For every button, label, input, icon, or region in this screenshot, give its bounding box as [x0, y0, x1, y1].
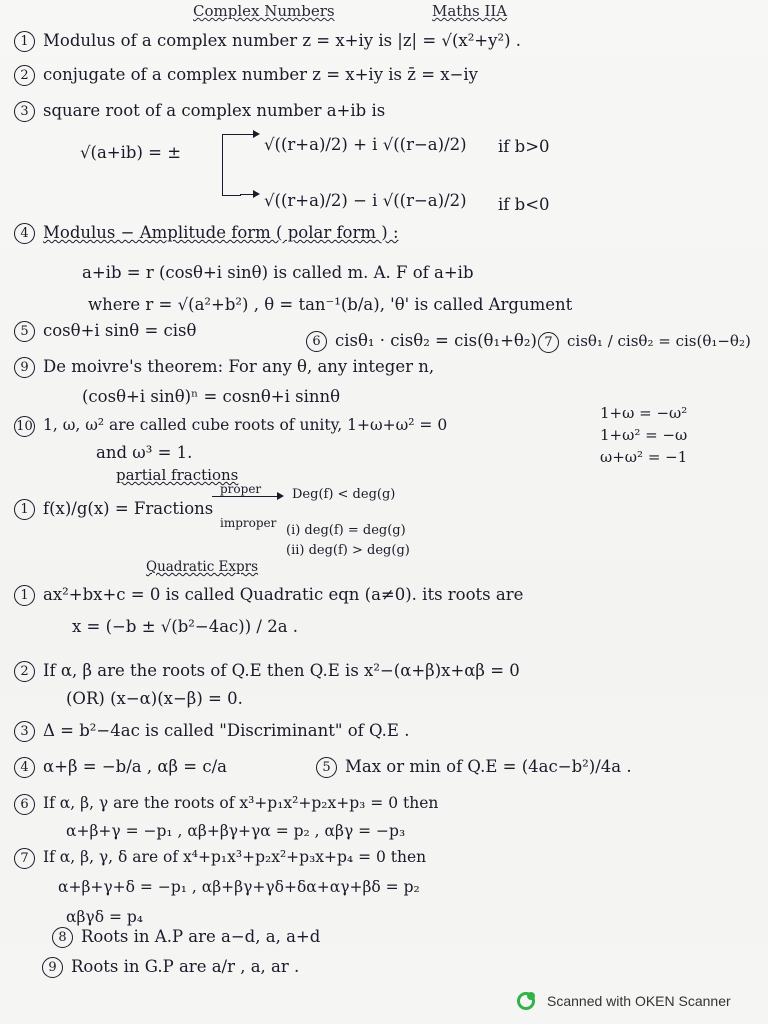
item-number: 3	[14, 101, 35, 122]
note-line-9	[14, 356, 434, 378]
item-number: 4	[14, 757, 35, 778]
note-line-2	[14, 64, 478, 86]
cases-brace	[222, 134, 241, 196]
item-number: 2	[14, 661, 35, 682]
quad-line-7	[14, 846, 426, 869]
item-number: 4	[14, 223, 35, 244]
quadratic-formula: x = (−b ± √(b²−4ac)) / 2a .	[72, 617, 299, 636]
sqrt-cond-positive: if b>0	[498, 137, 550, 156]
note-text: De moivre's theorem: For any θ, any integer n,	[43, 357, 435, 376]
note-line-4a: a+ib = r (cosθ+i sinθ) is called m. A. F of a+ib	[82, 263, 474, 282]
quad-line-5	[316, 756, 632, 778]
section-heading: Modulus − Amplitude form ( polar form ) :	[43, 223, 399, 242]
note-text: Δ = b²−4ac is called "Discriminant" of Q.E .	[43, 721, 410, 740]
note-text: Roots in A.P are a−d, a, a+d	[81, 927, 321, 946]
cube-root-relation-1: 1+ω = −ω²	[600, 404, 688, 422]
note-line-5	[14, 320, 196, 342]
note-line-4	[14, 222, 399, 244]
quad-line-1	[14, 584, 523, 606]
item-number: 5	[14, 321, 35, 342]
partial-fraction-line	[14, 498, 213, 520]
note-line-10a: and ω³ = 1.	[96, 443, 193, 462]
quad-line-7b: αβγδ = p₄	[66, 908, 144, 926]
case-arrow-1	[240, 134, 258, 135]
quadratic-heading: Quadratic Exprs	[146, 559, 259, 575]
quad-line-2a: (OR) (x−α)(x−β) = 0.	[66, 689, 243, 708]
item-number: 5	[316, 757, 337, 778]
scanner-watermark	[517, 990, 731, 1012]
oken-logo-icon	[517, 992, 535, 1010]
partial-fractions-heading: partial fractions	[116, 466, 239, 484]
note-text: square root of a complex number a+ib is	[43, 101, 386, 120]
note-text: Max or min of Q.E = (4ac−b²)/4a .	[345, 757, 632, 776]
improper-condition-2: (ii) deg(f) > deg(g)	[286, 543, 410, 558]
proper-arrow	[212, 496, 282, 497]
sqrt-lhs: √(a+ib) = ±	[80, 143, 182, 162]
item-number: 1	[14, 31, 35, 52]
cube-root-relation-2: 1+ω² = −ω	[600, 426, 688, 444]
proper-label: proper	[220, 482, 262, 496]
case-arrow-2	[240, 194, 258, 195]
improper-label: improper	[220, 516, 277, 530]
note-text: cisθ₁ · cisθ₂ = cis(θ₁+θ₂)	[335, 331, 537, 350]
item-number: 6	[14, 794, 35, 815]
scanner-label: Scanned with OKEN Scanner	[547, 993, 731, 1009]
quad-line-4	[14, 756, 227, 778]
note-line-3	[14, 100, 385, 122]
quad-line-6	[14, 792, 438, 815]
note-text: Modulus of a complex number z = x+iy is |z| = √(x²+y²) .	[43, 31, 521, 50]
note-text: Roots in G.P are a/r , a, ar .	[71, 957, 300, 976]
note-text: cisθ₁ / cisθ₂ = cis(θ₁−θ₂)	[567, 332, 751, 350]
improper-condition-1: (i) deg(f) = deg(g)	[286, 523, 406, 538]
item-number: 8	[52, 927, 73, 948]
proper-condition: Deg(f) < deg(g)	[292, 487, 396, 502]
item-number: 10	[14, 416, 35, 437]
quad-line-6a: α+β+γ = −p₁ , αβ+βγ+γα = p₂ , αβγ = −p₃	[66, 822, 406, 840]
sqrt-case-positive: √((r+a)/2) + i √((r−a)/2)	[264, 135, 467, 154]
note-line-6	[306, 330, 537, 352]
note-line-9a: (cosθ+i sinθ)ⁿ = cosnθ+i sinnθ	[82, 387, 341, 406]
note-text: cosθ+i sinθ = cisθ	[43, 321, 197, 340]
quad-line-8	[52, 926, 320, 948]
cube-root-relation-3: ω+ω² = −1	[600, 448, 688, 466]
note-text: f(x)/g(x) = Fractions	[43, 499, 214, 518]
item-number: 2	[14, 65, 35, 86]
quad-line-3	[14, 720, 409, 742]
subject-label: Maths IIA	[432, 2, 508, 20]
item-number: 9	[42, 957, 63, 978]
note-text: α+β = −b/a , αβ = c/a	[43, 757, 227, 776]
sqrt-case-negative: √((r+a)/2) − i √((r−a)/2)	[264, 191, 467, 210]
item-number: 1	[14, 585, 35, 606]
note-text: conjugate of a complex number z = x+iy is z̄ = x−iy	[43, 65, 478, 84]
note-text: If α, β, γ, δ are of x⁴+p₁x³+p₂x²+p₃x+p₄ = 0 then	[43, 848, 427, 866]
item-number: 6	[306, 331, 327, 352]
item-number: 7	[538, 332, 559, 353]
item-number: 7	[14, 848, 35, 869]
quad-line-2	[14, 660, 520, 682]
note-text: 1, ω, ω² are called cube roots of unity, 1+ω+ω² = 0	[43, 416, 448, 434]
note-line-4b: where r = √(a²+b²) , θ = tan⁻¹(b/a), 'θ' is called Argument	[88, 295, 573, 314]
note-text: ax²+bx+c = 0 is called Quadratic eqn (a≠0). its roots are	[43, 585, 524, 604]
note-text: If α, β, γ are the roots of x³+p₁x²+p₂x+p₃ = 0 then	[43, 794, 439, 812]
page-title: Complex Numbers	[193, 2, 335, 20]
quad-line-7a: α+β+γ+δ = −p₁ , αβ+βγ+γδ+δα+αγ+βδ = p₂	[58, 878, 420, 896]
note-line-7	[538, 330, 751, 353]
item-number: 1	[14, 499, 35, 520]
item-number: 3	[14, 721, 35, 742]
note-line-10	[14, 414, 447, 437]
note-line-1	[14, 30, 521, 52]
item-number: 9	[14, 357, 35, 378]
sqrt-cond-negative: if b<0	[498, 195, 550, 214]
note-text: If α, β are the roots of Q.E then Q.E is x²−(α+β)x+αβ = 0	[43, 661, 520, 680]
quad-line-9	[42, 956, 299, 978]
